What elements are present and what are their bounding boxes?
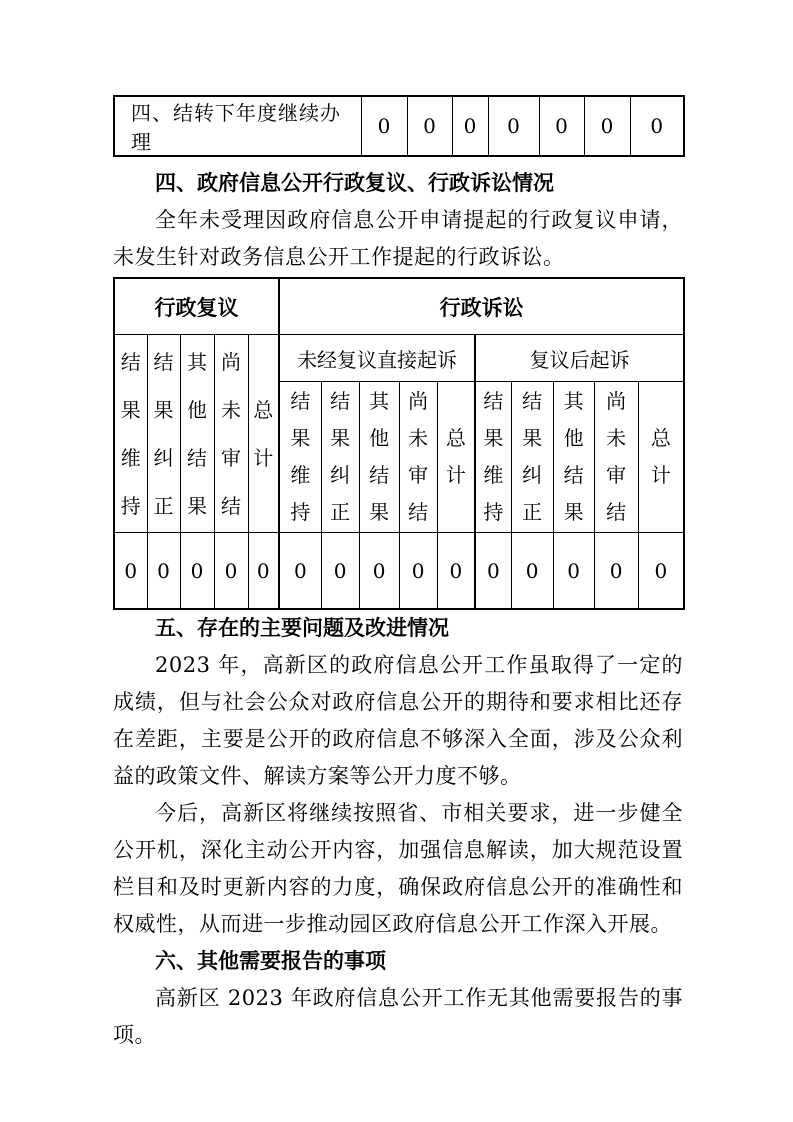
section4-paragraph: 全年未受理因政府信息公开申请提起的行政复议申请，未发生针对政务信息公开工作提起的行政诉讼。 xyxy=(113,208,683,269)
direct-suit-column-header: 总计 xyxy=(437,382,475,533)
review-column-header: 尚未审结 xyxy=(214,335,248,533)
carryover-value-cell: 0 xyxy=(630,96,684,156)
carryover-value-cell: 0 xyxy=(452,96,488,156)
carryover-value-cell: 0 xyxy=(488,96,539,156)
after-review-suit-column-header: 其他结果 xyxy=(553,382,594,533)
review-column-header: 其他结果 xyxy=(180,335,214,533)
value-cell: 0 xyxy=(321,533,359,610)
direct-suit-column-header: 其他结果 xyxy=(359,382,399,533)
carryover-value-cell: 0 xyxy=(539,96,584,156)
value-cell: 0 xyxy=(638,533,684,610)
section5-paragraph-1: 2023 年，高新区的政府信息公开工作虽取得了一定的成绩，但与社会公众对政府信息公开的期待和要求相比还存在差距，主要是公开的政府信息不够深入全面，涉及公众利益的政策文件、解读方案等公开力度不够。 xyxy=(113,653,683,788)
litigation-group-header: 行政诉讼 xyxy=(279,278,684,335)
value-cell: 0 xyxy=(147,533,180,610)
after-review-suit-column-header: 总计 xyxy=(638,382,684,533)
section5-paragraph-2: 今后，高新区将继续按照省、市相关要求，进一步健全公开机，深化主动公开内容，加强信息解读，加大规范设置栏目和及时更新内容的力度，确保政府信息公开的准确性和权威性，从而进一步推动园区政府信息公开工作深入开展。 xyxy=(113,801,683,936)
carryover-table xyxy=(113,95,685,157)
carryover-row xyxy=(114,96,684,156)
table-group-header-row xyxy=(114,278,684,335)
review-column-header: 结果维持 xyxy=(114,335,147,533)
value-cell: 0 xyxy=(437,533,475,610)
review-litigation-table xyxy=(113,277,685,610)
carryover-value-cell: 0 xyxy=(584,96,630,156)
after-review-suit-column-header: 尚未审结 xyxy=(594,382,638,533)
after-review-suit-subgroup-header: 复议后起诉 xyxy=(475,335,684,382)
value-cell: 0 xyxy=(553,533,594,610)
carryover-value-cell: 0 xyxy=(361,96,407,156)
value-cell: 0 xyxy=(475,533,511,610)
value-cell: 0 xyxy=(594,533,638,610)
carryover-value-cell: 0 xyxy=(407,96,452,156)
value-cell: 0 xyxy=(114,533,147,610)
review-column-header: 总计 xyxy=(248,335,279,533)
table-values-row xyxy=(114,533,684,610)
value-cell: 0 xyxy=(214,533,248,610)
review-column-header: 结果纠正 xyxy=(147,335,180,533)
value-cell: 0 xyxy=(359,533,399,610)
after-review-suit-column-header: 结果维持 xyxy=(475,382,511,533)
section6-paragraph: 高新区 2023 年政府信息公开工作无其他需要报告的事项。 xyxy=(113,986,683,1047)
review-group-header: 行政复议 xyxy=(114,278,279,335)
section4-heading: 四、政府信息公开行政复议、行政诉讼情况 xyxy=(155,171,554,195)
value-cell: 0 xyxy=(399,533,437,610)
value-cell: 0 xyxy=(511,533,553,610)
after-review-suit-column-header: 结果纠正 xyxy=(511,382,553,533)
direct-suit-column-header: 结果纠正 xyxy=(321,382,359,533)
value-cell: 0 xyxy=(180,533,214,610)
section5-heading: 五、存在的主要问题及改进情况 xyxy=(155,616,449,640)
direct-suit-column-header: 尚未审结 xyxy=(399,382,437,533)
direct-suit-column-header: 结果维持 xyxy=(279,382,321,533)
direct-suit-subgroup-header: 未经复议直接起诉 xyxy=(279,335,475,382)
carryover-row-label: 四、结转下年度继续办理 xyxy=(114,96,361,156)
section6-heading: 六、其他需要报告的事项 xyxy=(155,949,386,973)
value-cell: 0 xyxy=(248,533,279,610)
value-cell: 0 xyxy=(279,533,321,610)
table-subgroup-header-row xyxy=(114,335,684,382)
